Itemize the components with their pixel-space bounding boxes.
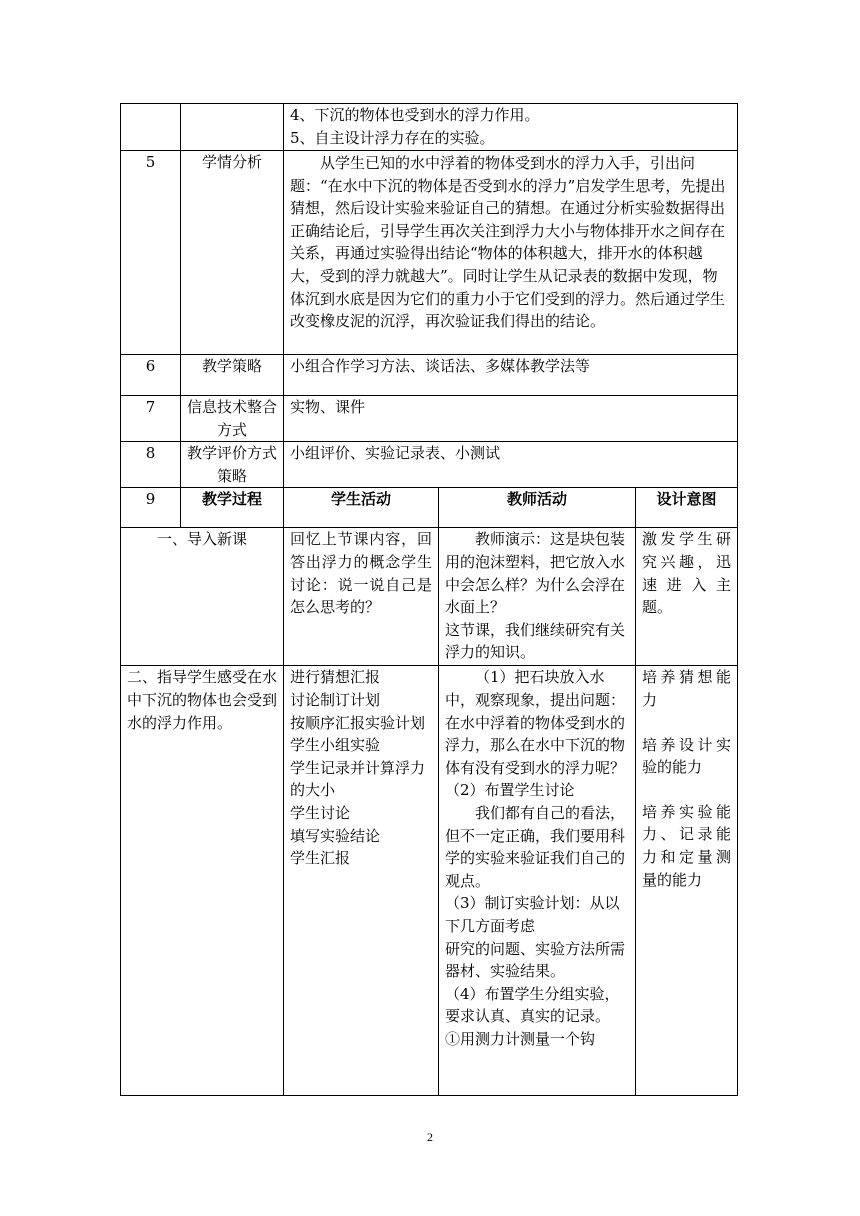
stage-student-activity	[284, 666, 439, 1096]
student-activity-item: 进行猜想汇报	[290, 668, 381, 687]
student-activity-item: 学生记录并计算浮力的大小	[290, 758, 426, 800]
row-number: 6	[121, 355, 181, 396]
student-activity-item: 按顺序汇报实验计划	[290, 713, 426, 732]
row-number-cell	[121, 104, 181, 151]
stage-sink-row	[121, 666, 738, 1096]
row-number: 9	[121, 488, 181, 528]
content-line: 5、自主设计浮力存在的实验。	[290, 128, 495, 147]
row-evaluation	[121, 442, 738, 488]
intent-item: 培养实验能力、记录能力和定量测量的能力	[642, 802, 731, 889]
teacher-activity-header: 教师活动	[439, 488, 636, 528]
teacher-step: ①用测力计测量一个钩	[445, 1029, 596, 1048]
row-label: 信息技术整合方式	[181, 396, 284, 442]
teacher-step: 研究的问题、实验方法所需器材、实验结果。	[445, 939, 626, 981]
student-analysis-text: 从学生已知的水中浮着的物体受到水的浮力入手，引出问题：“在水中下沉的物体是否受到水的浮力”启发学生思考，先提出猜想，然后设计实验来验证自己的猜想。在通过分析实验数据得出正确结论后，引导学生再次关注到浮力大小与物体排开水之间存在关系，再通过实验得出结论“物体的体积越大，排开水的体积越大，受到的浮力就越大”。同时让学生从记录表的数据中发现，物体沉到水底是因为它们的重力小于它们受到的浮力。然后通过学生改变橡皮泥的沉浮，再次验证我们得出的结论。	[284, 151, 738, 355]
teacher-text: 教师演示：这是块包装用的泡沫塑料，把它放入水中会怎么样？为什么会浮在水面上？	[445, 530, 626, 617]
row-content-cell	[284, 104, 738, 151]
evaluation-text: 小组评价、实验记录表、小测试	[284, 442, 738, 488]
teacher-text: 这节课，我们继续研究有关浮力的知识。	[445, 620, 626, 662]
teacher-step: （2）布置学生讨论	[445, 781, 575, 800]
student-activity-item: 学生汇报	[290, 849, 351, 868]
design-intent-header: 设计意图	[636, 488, 738, 528]
teacher-step: （4）布置学生分组实验，要求认真、真实的记录。	[445, 984, 620, 1026]
stage-design-intent: 激发学生研究兴趣，迅速进入主题。	[636, 528, 738, 666]
row-student-analysis	[121, 151, 738, 355]
student-activity-item: 填写实验结论	[290, 826, 381, 845]
stage-teacher-activity	[439, 666, 636, 1096]
stage-title: 一、导入新课	[121, 528, 284, 666]
stage-intro-row	[121, 528, 738, 666]
row-label: 教学评价方式策略	[181, 442, 284, 488]
process-label: 教学过程	[181, 488, 284, 528]
row-number: 5	[121, 151, 181, 355]
stage-design-intent	[636, 666, 738, 1096]
teacher-step: （3）制订实验计划：从以下几方面考虑	[445, 894, 620, 935]
stage-teacher-activity	[439, 528, 636, 666]
teaching-strategy-text: 小组合作学习方法、谈话法、多媒体教学法等	[284, 355, 738, 396]
row-it-integration	[121, 396, 738, 442]
it-integration-text: 实物、课件	[284, 396, 738, 442]
row-label-cell	[181, 104, 284, 151]
teacher-step: 我们都有自己的看法，但不一定正确，我们要用科学的实验来验证我们自己的观点。	[445, 803, 626, 890]
lesson-plan-table	[120, 103, 738, 1096]
content-line: 4、下沉的物体也受到水的浮力作用。	[290, 106, 540, 124]
student-activity-item: 学生小组实验	[290, 736, 381, 755]
intent-item: 培养猜想能力	[642, 668, 731, 709]
row-number: 7	[121, 396, 181, 442]
stage-student-activity: 回忆上节课内容，回答出浮力的概念学生讨论：说一说自己是怎么思考的？	[284, 528, 439, 666]
teacher-step: （1）把石块放入水中，观察现象，提出问题：在水中浮着的物体受到水的浮力，那么在水中下沉的物体有没有受到水的浮力呢？	[445, 668, 626, 777]
row-continuation	[121, 104, 738, 151]
page-number: 2	[427, 1130, 433, 1144]
row-number: 8	[121, 442, 181, 488]
process-header-row	[121, 488, 738, 528]
stage-title: 二、指导学生感受在水中下沉的物体也会受到水的浮力作用。	[121, 666, 284, 1096]
student-activity-header: 学生活动	[284, 488, 439, 528]
student-activity-item: 讨论制订计划	[290, 690, 381, 709]
student-activity-item: 学生讨论	[290, 803, 351, 822]
row-label: 教学策略	[181, 355, 284, 396]
intent-item: 培养设计实验的能力	[642, 735, 731, 777]
row-teaching-strategy	[121, 355, 738, 396]
row-label: 学情分析	[181, 151, 284, 355]
